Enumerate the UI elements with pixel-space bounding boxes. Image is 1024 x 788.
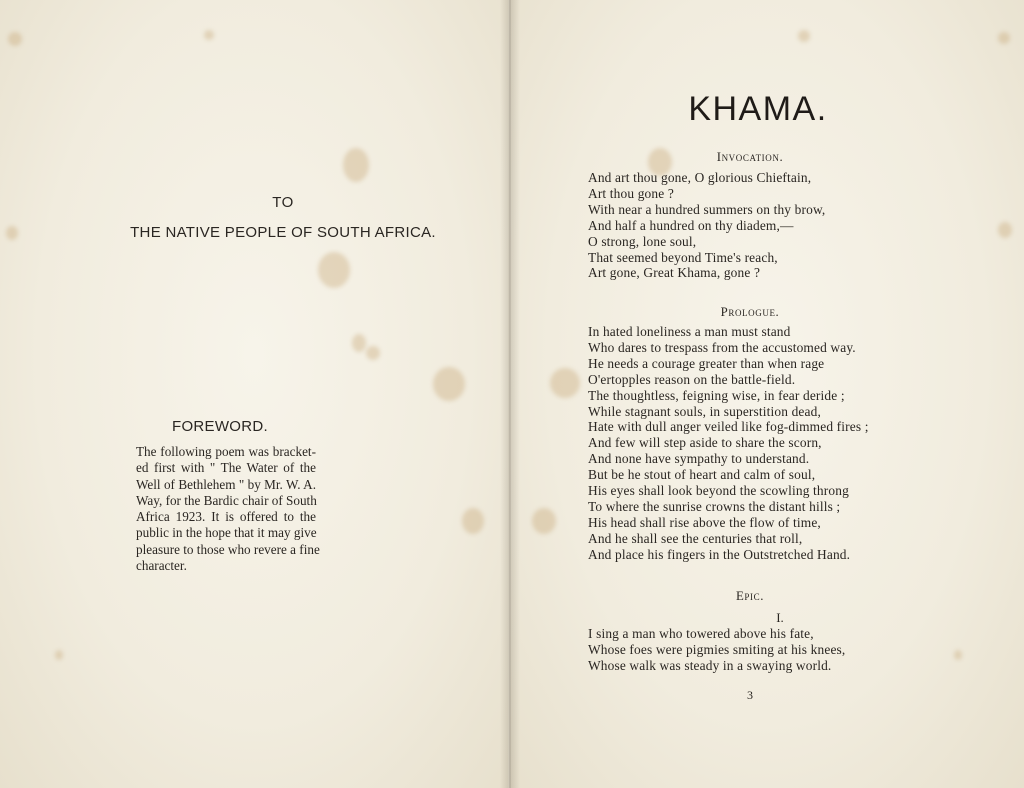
epic-heading: Epic. <box>735 589 765 603</box>
verse-line: Hate with dull anger veiled like fog-dimmed fires ; <box>588 419 869 435</box>
invocation-heading: Invocation. <box>716 150 784 164</box>
verse-line: Whose foes were pigmies smiting at his knees, <box>588 641 846 657</box>
verse-line: And art thou gone, O glorious Chieftain, <box>588 170 812 185</box>
prologue-verse <box>588 324 869 563</box>
foxing-stain <box>798 30 810 42</box>
foxing-stain <box>462 508 484 534</box>
verse-line: His eyes shall look beyond the scowling throng <box>588 483 849 499</box>
foxing-stain <box>318 252 350 288</box>
verse-line: And none have sympathy to understand. <box>588 451 810 467</box>
verse-line: With near a hundred summers on thy brow, <box>588 201 826 217</box>
foxing-stain <box>55 650 63 660</box>
epic-verse <box>588 626 845 674</box>
verse-line: And few will step aside to share the scorn, <box>588 435 822 451</box>
foxing-stain <box>8 32 22 46</box>
foreword-line: Africa 1923. It is offered to the <box>136 509 316 525</box>
verse-line: Who dares to trespass from the accustomed way. <box>588 339 856 355</box>
foxing-stain <box>204 30 214 40</box>
prologue-heading: Prologue. <box>720 305 780 319</box>
verse-line: But be he stout of heart and calm of soul, <box>588 467 816 483</box>
foreword-line: character. <box>136 558 187 574</box>
verse-line: Art thou gone ? <box>588 185 674 201</box>
verse-line: Art gone, Great Khama, gone ? <box>588 265 761 281</box>
foreword-line: ed first with " The Water of the <box>136 460 316 476</box>
foreword-line: Way, for the Bardic chair of South <box>136 492 317 508</box>
verse-line: O'ertopples reason on the battle-field. <box>588 371 796 387</box>
verse-line: To where the sunrise crowns the distant hills ; <box>588 498 841 514</box>
verse-line: I sing a man who towered above his fate, <box>588 626 814 641</box>
dedication-to: TO <box>272 194 294 211</box>
invocation-verse <box>588 170 825 281</box>
left-page <box>0 0 508 788</box>
verse-line: And place his fingers in the Outstretched Hand. <box>588 546 851 562</box>
foxing-stain <box>366 346 380 360</box>
verse-line: He needs a courage greater than when rage <box>588 355 825 371</box>
verse-line: In hated loneliness a man must stand <box>588 324 791 339</box>
verse-line: While stagnant souls, in superstition dead, <box>588 403 821 419</box>
foxing-stain <box>550 368 580 398</box>
foxing-stain <box>343 148 369 182</box>
foreword-title: FOREWORD. <box>171 418 269 435</box>
foreword-line: Well of Bethlehem " by Mr. W. A. <box>136 476 316 492</box>
verse-line: The thoughtless, feigning wise, in fear deride ; <box>588 387 845 403</box>
foreword-line: pleasure to those who revere a fine <box>136 541 320 557</box>
verse-line: And half a hundred on thy diadem,— <box>588 217 794 233</box>
page-number: 3 <box>747 688 753 702</box>
verse-line: His head shall rise above the flow of time, <box>588 514 821 530</box>
epic-part-numeral: I. <box>776 610 784 625</box>
verse-line: And he shall see the centuries that roll, <box>588 530 803 546</box>
verse-line: That seemed beyond Time's reach, <box>588 249 778 265</box>
foxing-stain <box>998 32 1010 44</box>
foxing-stain <box>532 508 556 534</box>
foxing-stain <box>998 222 1012 238</box>
foxing-stain <box>954 650 962 660</box>
foreword-line: public in the hope that it may give <box>136 525 317 541</box>
verse-line: O strong, lone soul, <box>588 233 697 249</box>
foxing-stain <box>433 367 465 401</box>
foreword-body <box>136 444 320 574</box>
foreword-line: The following poem was bracket- <box>136 444 316 459</box>
dedication-line: THE NATIVE PEOPLE OF SOUTH AFRICA. <box>130 224 436 241</box>
poem-title: KHAMA. <box>688 90 828 128</box>
verse-line: Whose walk was steady in a swaying world. <box>588 657 832 673</box>
foxing-stain <box>352 334 366 352</box>
